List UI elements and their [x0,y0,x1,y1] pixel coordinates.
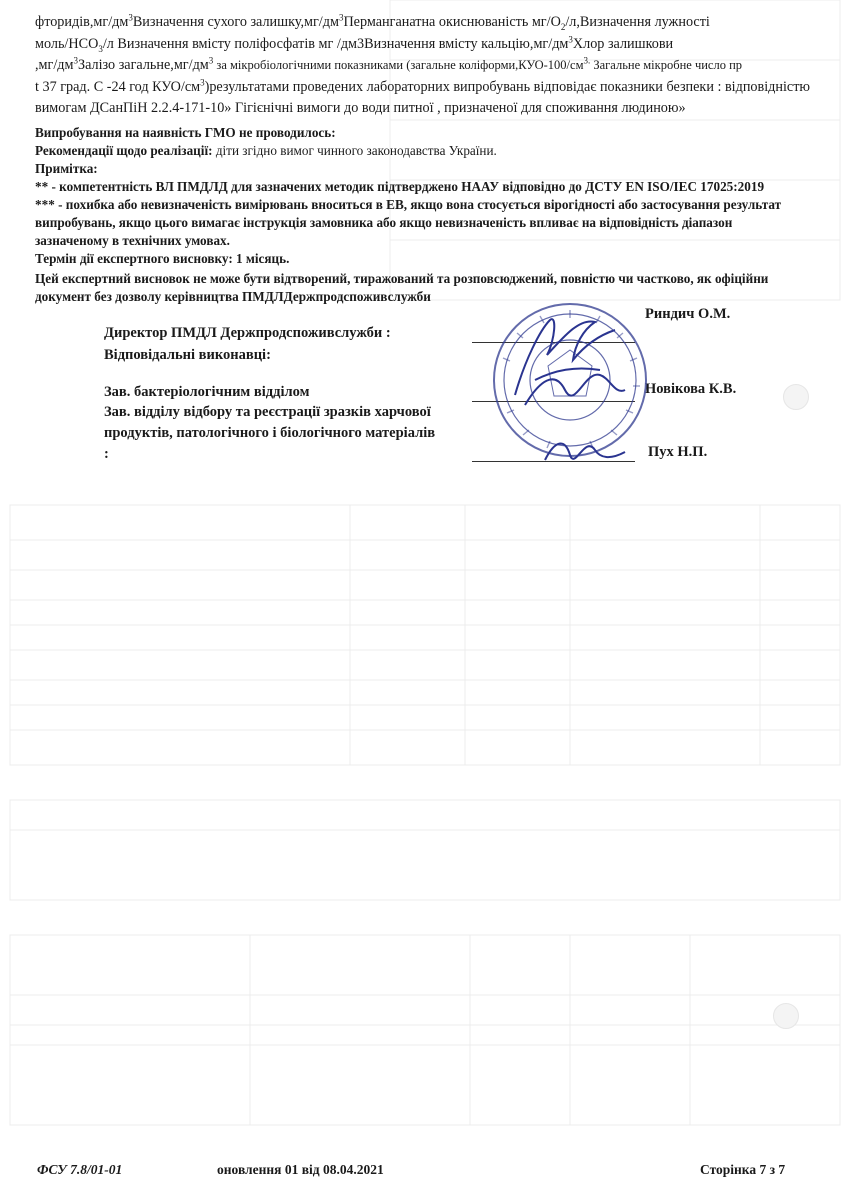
copyright-notice-2: документ без дозволу керівництва ПМДЛДержпродспоживслужби [35,289,431,304]
note-accreditation: ** - компетентність ВЛ ПМДЛД для зазначених методик підтверджено НААУ відповідно до ДСТУ EN ISO/IEC 17025:2019 [35,179,765,194]
form-code: ФСУ 7.8/01-01 [37,1162,123,1177]
conclusion-paragraph: $фторидів,мг/дм^3Визначення$ сухого $залишку,мг/дм^3Перманганатна$ окиснюваність $мг/О_2/л,Визначення$ лужності моль/$НСО_3/л$ Визначення вмісту поліфосфатів мг /дм3Визначення вмісту $кальцію,мг/дм^3Хлор$ залишкови $,мг/дм^3Залізо$ $загальне,мг/дм^3$ за мікробіологічними показниками (загальне $коліформи,КУО-100/см^{3.}$ Загальне мікробне число пр t 37 град. С -24 год КУО/$см^3)результатами$ проведених лабораторних випробувань відповідає показники безпеки : відповідністю вимогам ДСанПіН 2.2.4-171-10» Гігієнічні вимоги до води питної , призначеної для споживання людиною» [35,12,810,116]
note-uncertainty-3: зазначеному в технічних умовах. [35,233,230,248]
official-stamp [490,300,650,460]
note-uncertainty-1: *** - похибка або невизначеність вимірювань вноситься в ЕВ, якщо вона стосується вірогідності або застосування результат [35,197,782,212]
responsible-label: Відповідальні виконавці: [104,347,271,363]
sampling-head-label-2: продуктів, патологічного і біологічного матеріалів [104,425,436,441]
copyright-notice-1: Цей експертний висновок не може бути відтворений, тиражований та розповсюджений, повністю чи частково, як офіційни [35,271,769,286]
gmo-statement: Випробування на наявність ГМО не проводилось: [35,125,336,140]
page-number: Сторінка 7 з 7 [700,1162,786,1177]
validity-period: Термін дії експертного висновку: 1 місяць. [35,251,290,266]
recommendation-text: діти згідно вимог чинного законодавства України. [212,143,497,158]
sampling-head-label-1: Зав. відділу відбору та реєстрації зразків харчової [104,404,431,420]
sampling-signature-line [472,461,635,462]
bacteriology-head-label: Зав. бактеріологічним відділом [104,384,310,400]
note-label: Примітка: [35,161,98,176]
bacteriology-head-name: Новікова К.В. [645,381,737,397]
recommendation [35,142,830,159]
note-uncertainty-2: випробувань, якщо цього вимагає інструкція замовника або якщо невизначеність впливає на відповідність діапазон [35,215,733,230]
revision-note: оновлення 01 від 08.04.2021 [217,1162,384,1177]
punch-hole-top [783,384,809,410]
punch-hole-bottom [773,1003,799,1029]
sampling-head-label-3: : [104,446,109,462]
director-name: Риндич О.М. [645,306,731,322]
sampling-head-name: Пух Н.П. [648,444,708,460]
recommendation-label: Рекомендації щодо реалізації: [35,143,213,158]
director-label: Директор ПМДЛ Держпродспоживслужби : [104,325,391,341]
